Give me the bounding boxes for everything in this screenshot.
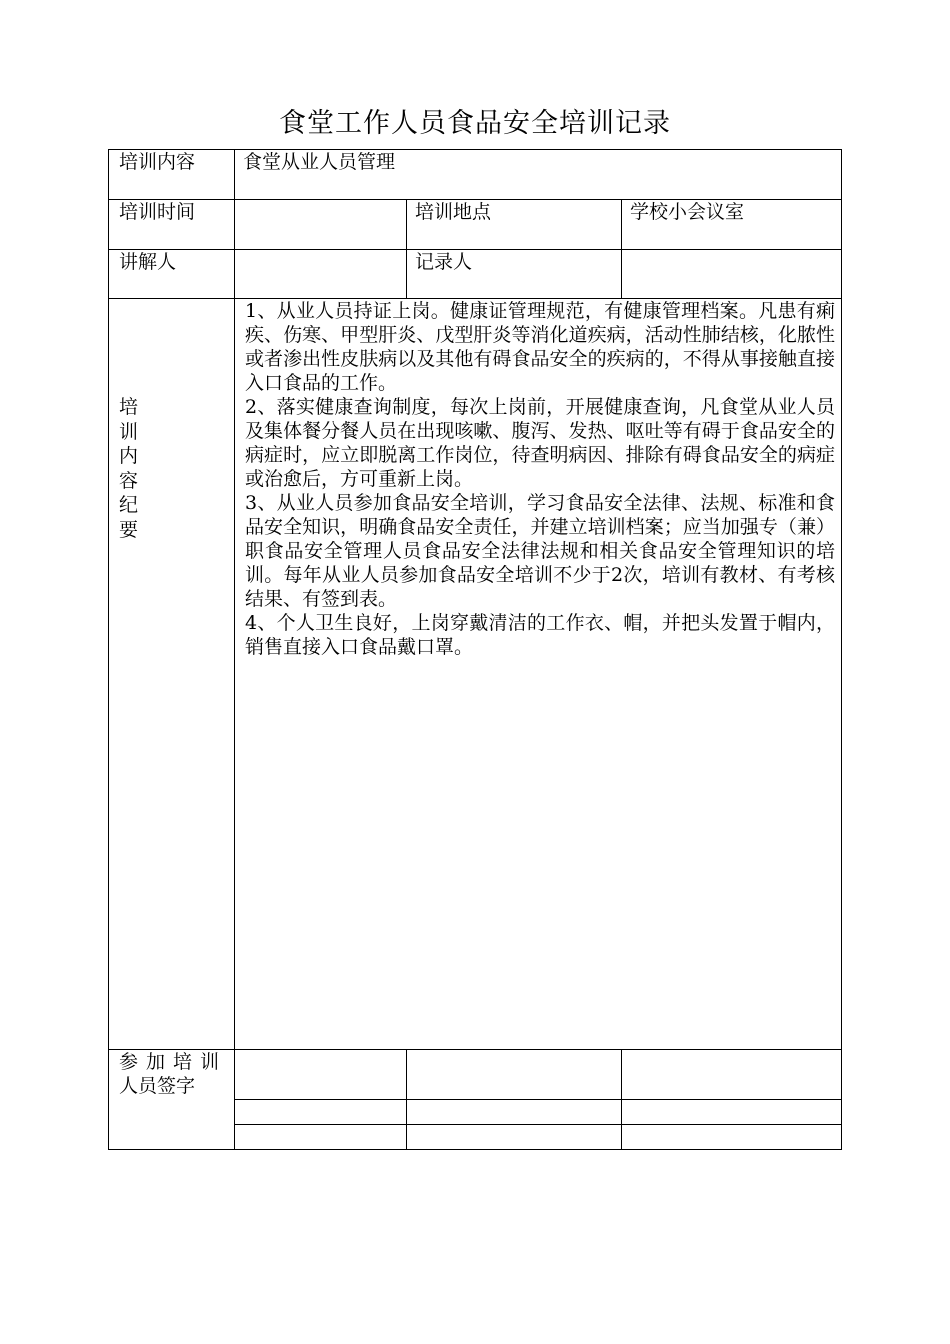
signature-cell[interactable]: [407, 1125, 622, 1150]
signature-cell[interactable]: [235, 1125, 407, 1150]
signature-cell[interactable]: [407, 1050, 622, 1100]
training-place-value[interactable]: 学校小会议室: [622, 200, 842, 250]
summary-paragraph: 3、从业人员参加食品安全培训，学习食品安全法律、法规、标准和食品安全知识，明确食品安全责任，并建立培训档案；应当加强专（兼）职食品安全管理人员食品安全法律法规和相关食品安全管理知识的培训。每年从业人员参加食品安全培训不少于2次，培训有教材、有考核结果、有签到表。: [245, 492, 835, 610]
summary-label-char: 纪: [119, 494, 139, 516]
signature-label: 参加培训 人员签字: [109, 1050, 235, 1150]
training-record-table: [108, 149, 842, 1150]
document-title: 食堂工作人员食品安全培训记录: [279, 108, 671, 139]
summary-label-char: 内: [119, 445, 139, 467]
training-summary-content[interactable]: [235, 299, 842, 1050]
training-time-value[interactable]: [235, 200, 407, 250]
row-training-time-place: [109, 200, 842, 250]
training-summary-label: [109, 299, 235, 1050]
signature-cell[interactable]: [235, 1050, 407, 1100]
signature-cell[interactable]: [622, 1100, 842, 1125]
signature-cell[interactable]: [235, 1100, 407, 1125]
training-content-value[interactable]: 食堂从业人员管理: [235, 150, 842, 200]
summary-label-char: 容: [119, 469, 139, 492]
row-signature-1: [109, 1050, 842, 1100]
summary-paragraph: 2、落实健康查询制度，每次上岗前，开展健康查询，凡食堂从业人员及集体餐分餐人员在出现咳嗽、腹泻、发热、呕吐等有碍于食品安全的病症时，应立即脱离工作岗位，待查明病因、排除有碍食品安全的病症或治愈后，方可重新上岗。: [245, 396, 835, 490]
recorder-label: 记录人: [407, 250, 622, 299]
training-place-label: 培训地点: [407, 200, 622, 250]
recorder-value[interactable]: [622, 250, 842, 299]
row-lecturer-recorder: [109, 250, 842, 299]
summary-label-char: 训: [119, 420, 139, 443]
row-training-content: [109, 150, 842, 200]
summary-label-char: 培: [119, 396, 139, 418]
signature-cell[interactable]: [622, 1125, 842, 1150]
training-time-label: 培训时间: [109, 200, 235, 250]
signature-cell[interactable]: [407, 1100, 622, 1125]
lecturer-value[interactable]: [235, 250, 407, 299]
row-training-summary: [109, 299, 842, 1050]
training-content-label: 培训内容: [109, 150, 235, 200]
summary-paragraph: 1、从业人员持证上岗。健康证管理规范，有健康管理档案。凡患有痢疾、伤寒、甲型肝炎、戊型肝炎等消化道疾病，活动性肺结核，化脓性或者渗出性皮肤病以及其他有碍食品安全的疾病的，不得从事接触直接入口食品的工作。: [245, 300, 835, 394]
lecturer-label: 讲解人: [109, 250, 235, 299]
summary-label-char: 要: [119, 518, 139, 541]
summary-paragraph: 4、个人卫生良好，上岗穿戴清洁的工作衣、帽，并把头发置于帽内，销售直接入口食品戴口罩。: [245, 612, 835, 658]
signature-cell[interactable]: [622, 1050, 842, 1100]
